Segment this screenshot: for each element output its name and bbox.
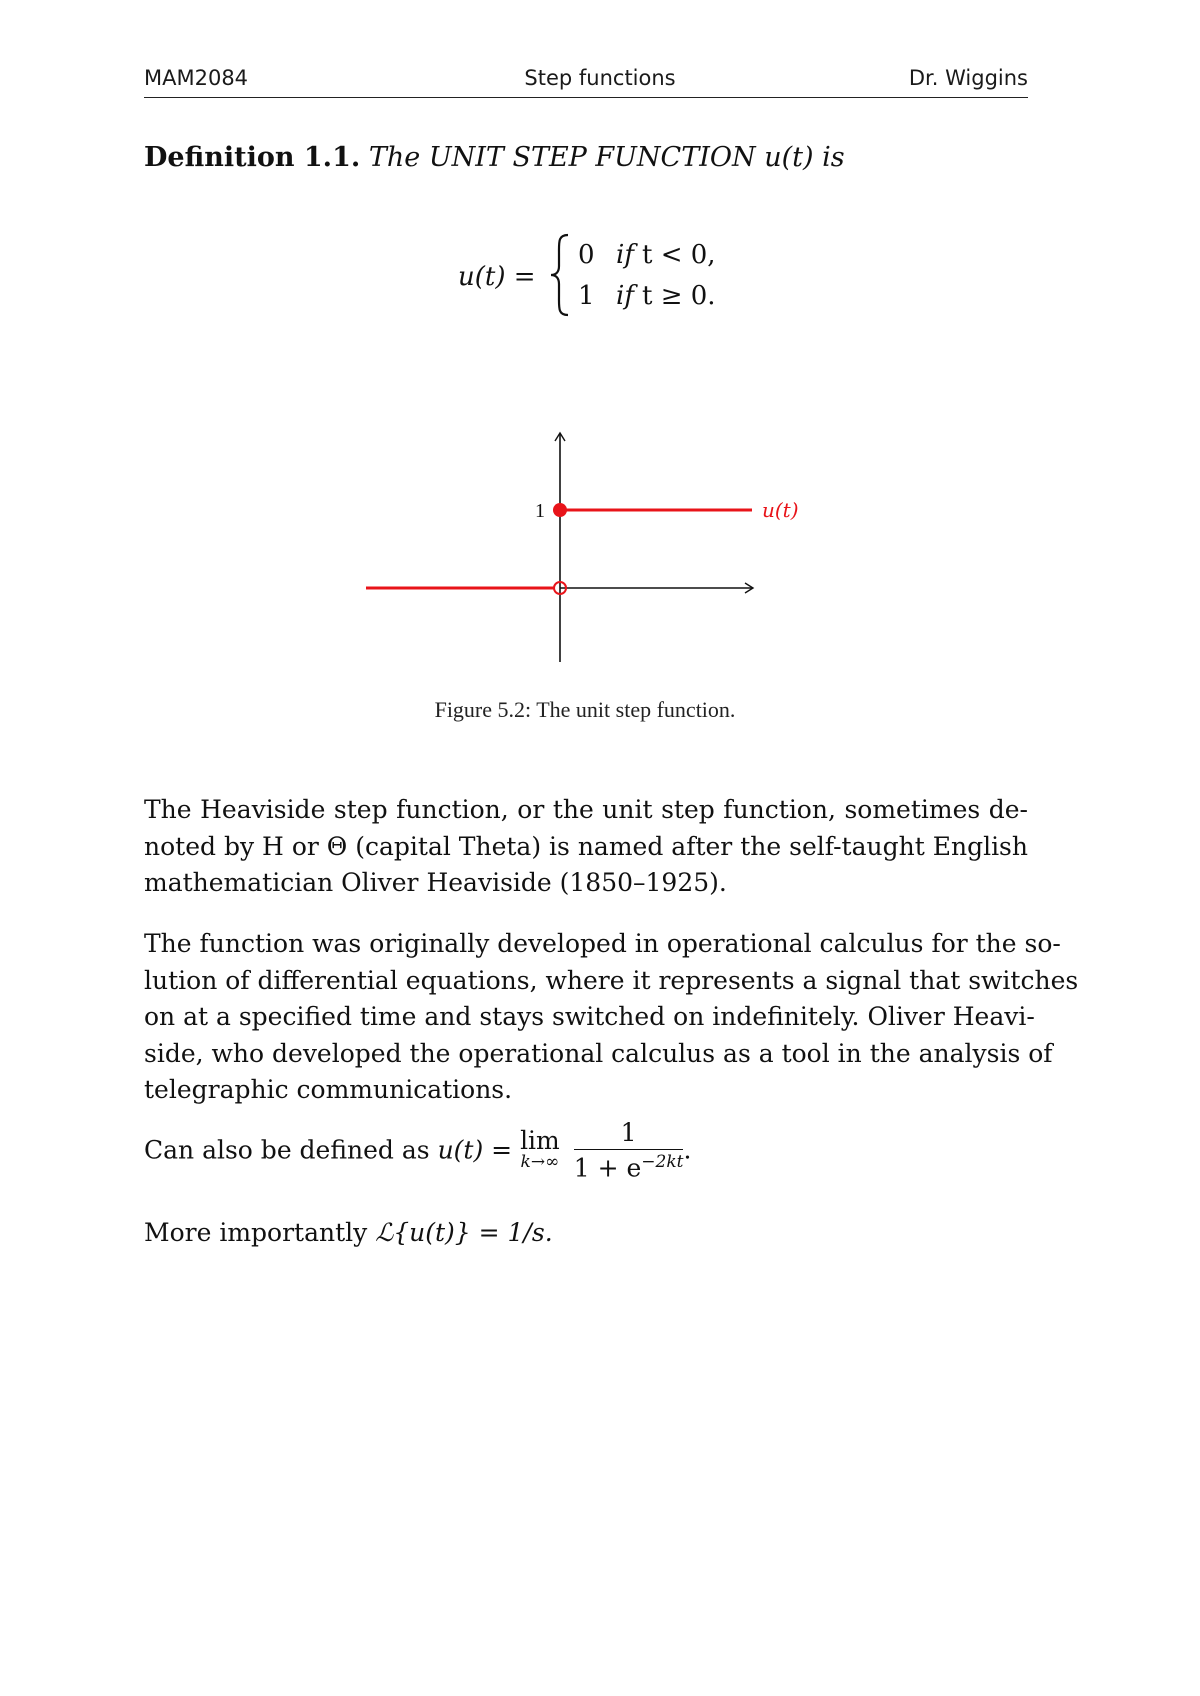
limit-suffix: . [683, 1135, 692, 1165]
paragraph-2-line: on at a specified time and stays switched on indefinitely. Oliver Heavi- [144, 1002, 1035, 1031]
definition-label: Definition 1.1. [144, 142, 361, 173]
laplace-expression: ℒ{u(t)} = 1/s. [375, 1218, 553, 1247]
limit-operator: lim k→∞ [520, 1126, 560, 1173]
limit-definition [144, 1118, 1028, 1182]
figure-caption: Figure 5.2: The unit step function. [434, 697, 736, 722]
closed-endpoint [553, 503, 567, 517]
limit-prefix: Can also be defined as [144, 1135, 438, 1165]
curve-label: u(t) [762, 498, 799, 522]
case-1-cond: t ≥ 0. [642, 281, 716, 311]
case-0-value: 0 [578, 240, 595, 270]
paragraph-2-line: lution of differential equations, where it represents a signal that switches [144, 965, 1079, 995]
paragraph-2-line: side, who developed the operational calculus as a tool in the analysis of [144, 1038, 1053, 1068]
step-function-chart [350, 420, 830, 680]
paragraph-2-line: The function was originally developed in operational calculus for the so- [144, 929, 1061, 958]
y-tick-label: 1 [535, 500, 545, 522]
case-0-word: if [616, 240, 634, 270]
equation-lhs: u(t) = [458, 262, 536, 292]
header-rule [144, 97, 1028, 98]
paragraph-1-line: mathematician Oliver Heaviside (1850–1925). [144, 868, 727, 897]
case-0-cond: t < 0, [642, 240, 716, 270]
limit-fraction [574, 1118, 684, 1182]
header-topic: Step functions [524, 66, 676, 90]
case-1-value: 1 [578, 281, 595, 311]
laplace-prefix: More importantly [144, 1218, 376, 1247]
paragraph-1 [144, 792, 1028, 902]
definition [144, 142, 845, 173]
paragraph-1-line: noted by H or Θ (capital Theta) is named after the self-taught English [144, 831, 1028, 861]
fraction-denominator: $1 + e^{-2kt}$ [573, 1152, 684, 1183]
paragraph-1-line: The Heaviside step function, or the unit step function, sometimes de- [144, 795, 1028, 824]
fraction-numerator: 1 [574, 1118, 684, 1150]
curly-brace [548, 232, 572, 318]
paragraph-2 [144, 926, 1079, 1109]
limit-lhs: u(t) = [437, 1135, 521, 1165]
header-author: Dr. Wiggins [908, 66, 1028, 90]
case-1-word: if [616, 281, 634, 311]
definition-text: The UNIT STEP FUNCTION u(t) is [368, 142, 845, 173]
laplace-statement [144, 1215, 1028, 1252]
header-course: MAM2084 [144, 66, 249, 90]
paragraph-2-line: telegraphic communications. [144, 1075, 513, 1104]
